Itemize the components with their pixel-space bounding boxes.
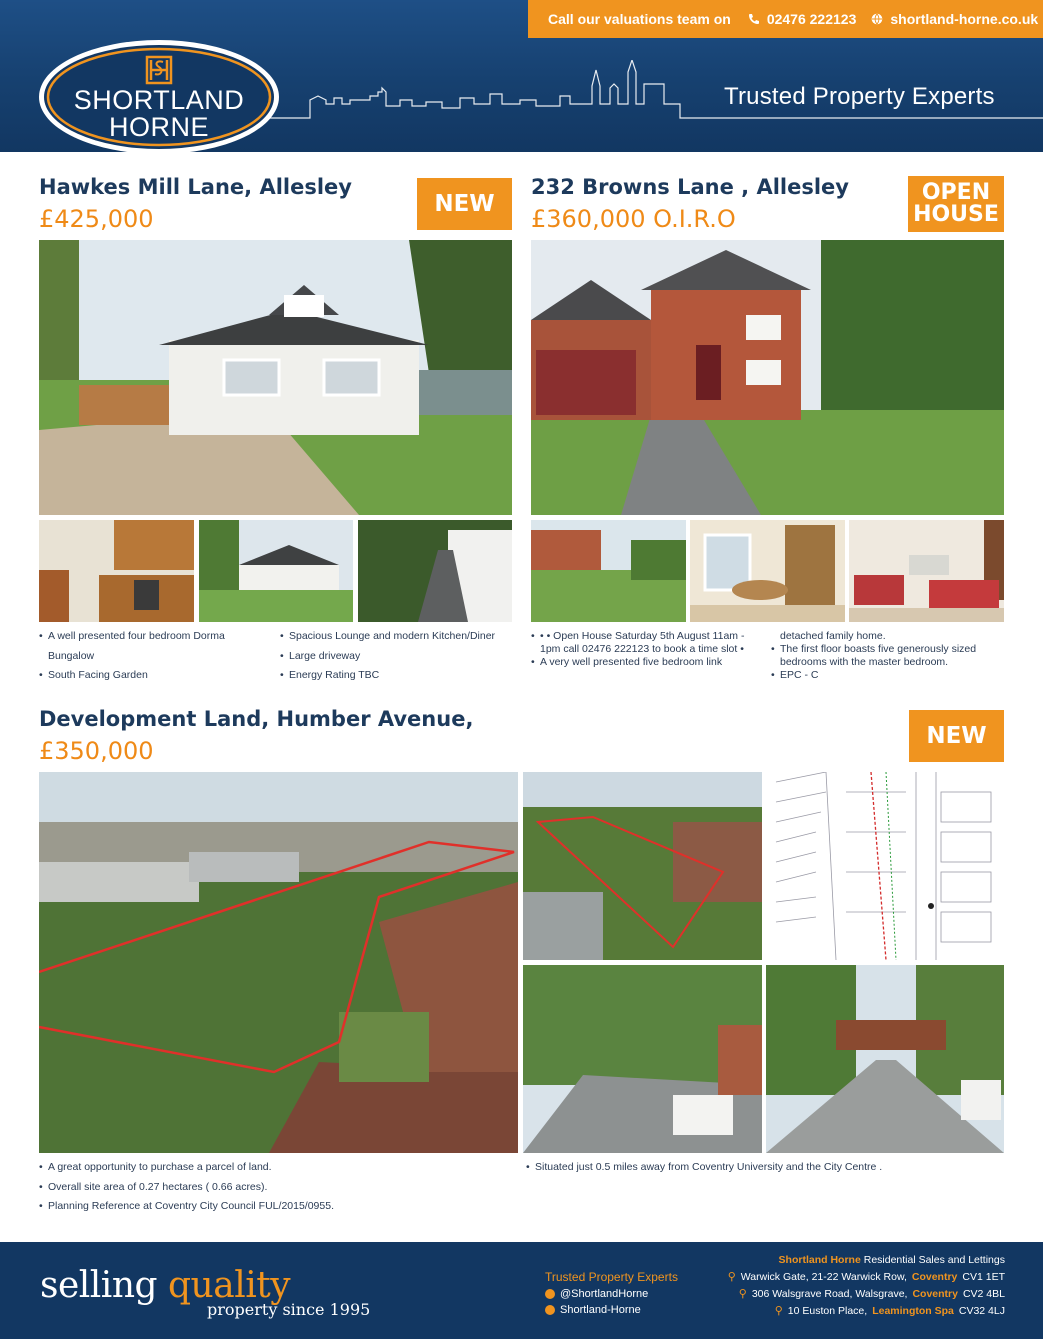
valuations-callbar [528, 0, 1043, 38]
facebook-link[interactable] [545, 1304, 641, 1316]
office-postcode: CV2 4BL [962, 1287, 1005, 1300]
listing-3-new-badge [909, 710, 1004, 762]
listing-3-features-col1 [39, 1158, 509, 1217]
facebook-icon [545, 1305, 555, 1315]
location-pin-icon: ⚲ [738, 1288, 747, 1300]
website-link[interactable]: shortland-horne.co.uk [890, 11, 1039, 27]
office-address-3 [775, 1304, 1005, 1317]
feature-item: • A great opportunity to purchase a parcel of land. [39, 1158, 509, 1178]
feature-item: • The first floor boasts five generously sized bedrooms with the master bedroom. [771, 643, 1004, 669]
footer-trusted-text: Trusted Property Experts [545, 1270, 678, 1284]
twitter-icon [545, 1289, 555, 1299]
listing-1-thumb-side-path[interactable] [358, 520, 512, 622]
listing-1-new-badge [417, 178, 512, 230]
office-town: Coventry [911, 1270, 958, 1283]
logo-text-horne: HORNE [108, 112, 209, 142]
facebook-handle: Shortland-Horne [560, 1304, 641, 1316]
feature-item: • Overall site area of 0.27 hectares ( 0.66 acres). [39, 1178, 509, 1198]
twitter-handle: @ShortlandHorne [560, 1288, 649, 1300]
callbar-label: Call our valuations team on [548, 11, 731, 27]
phone-icon [747, 12, 761, 26]
badge-text-line2: HOUSE [913, 202, 999, 227]
location-pin-icon: ⚲ [774, 1305, 783, 1317]
listing-3-thumb-aerial-2[interactable] [523, 772, 762, 960]
feature-item: • Spacious Lounge and modern Kitchen/Diner [280, 627, 512, 647]
office-street: 10 Euston Place, [787, 1304, 868, 1317]
company-description: Residential Sales and Lettings [860, 1254, 1005, 1266]
listing-2-thumb-lounge[interactable] [849, 520, 1004, 622]
globe-icon [870, 12, 884, 26]
feature-item: • Energy Rating TBC [280, 666, 512, 686]
phone-number-link[interactable]: 02476 222123 [766, 11, 857, 27]
slogan-word-selling: selling [40, 1265, 158, 1306]
listing-3-price: £350,000 [39, 737, 154, 765]
tagline: Trusted Property Experts [724, 83, 995, 110]
feature-item: • A very well presented five bedroom link [531, 656, 767, 669]
listing-1-price: £425,000 [39, 205, 154, 233]
listing-1-features-col2 [280, 627, 512, 686]
listing-1-main-photo[interactable] [39, 240, 512, 515]
badge-text-line1: OPEN [921, 180, 991, 205]
badge-text: NEW [926, 722, 987, 749]
listing-2-title[interactable]: 232 Browns Lane , Allesley [531, 175, 849, 199]
listing-1-title[interactable]: Hawkes Mill Lane, Allesley [39, 175, 352, 199]
listing-3-main-aerial-photo[interactable] [39, 772, 518, 1153]
feature-item: • Planning Reference at Coventry City Council FUL/2015/0955. [39, 1197, 509, 1217]
listing-3-features-col2 [526, 1158, 1004, 1178]
feature-item: • EPC - C [771, 669, 1004, 682]
listing-2-main-photo[interactable] [531, 240, 1004, 515]
slogan-subtitle: property since 1995 [207, 1300, 371, 1319]
listing-2-thumb-rear-garden[interactable] [531, 520, 686, 622]
office-town: Coventry [912, 1287, 958, 1300]
listing-3-title[interactable]: Development Land, Humber Avenue, [39, 707, 474, 731]
footer-company-line [779, 1254, 1005, 1266]
slogan-word-quality: quality [168, 1265, 291, 1306]
office-town: Leamington Spa [872, 1304, 954, 1317]
listing-2-price: £360,000 O.I.R.O [531, 205, 736, 233]
office-street: 306 Walsgrave Road, Walsgrave, [751, 1287, 908, 1300]
listing-1-thumb-kitchen[interactable] [39, 520, 194, 622]
feature-item: • South Facing Garden [39, 666, 269, 686]
listing-2-open-house-badge [908, 176, 1004, 232]
office-postcode: CV32 4LJ [958, 1304, 1005, 1317]
footer [0, 1242, 1043, 1339]
listing-1-features-col1 [39, 627, 269, 686]
badge-text: NEW [434, 190, 495, 217]
logo-text-shortland: SHORTLAND [73, 85, 245, 115]
listing-2-features-col2 [771, 643, 1004, 682]
shortland-horne-logo[interactable] [37, 38, 281, 156]
twitter-link[interactable] [545, 1288, 648, 1300]
listing-3-thumb-street-view[interactable] [523, 965, 762, 1153]
office-address-2 [739, 1287, 1005, 1300]
listing-3-thumb-site-plan[interactable] [766, 772, 1004, 960]
office-address-1 [728, 1270, 1005, 1283]
listing-2-thumb-dining[interactable] [690, 520, 845, 622]
feature-item: • • • Open House Saturday 5th August 11am - 1pm call 02476 222123 to book a time slot • [531, 630, 767, 656]
listing-2-features-col1 [531, 630, 767, 669]
company-brand: Shortland Horne [778, 1254, 861, 1266]
listing-1-thumb-garden[interactable] [199, 520, 353, 622]
feature-item: • A well presented four bedroom Dorma Bungalow [39, 627, 269, 666]
feature-item: • Large driveway [280, 647, 512, 667]
listing-3-thumb-railway-bridge[interactable] [766, 965, 1004, 1153]
office-street: Warwick Gate, 21-22 Warwick Row, [740, 1270, 907, 1283]
location-pin-icon: ⚲ [727, 1271, 736, 1283]
listing-2-features-col2-continued [780, 630, 1004, 642]
office-postcode: CV1 1ET [962, 1270, 1005, 1283]
feature-item: • Situated just 0.5 miles away from Coventry University and the City Centre . [526, 1158, 1004, 1178]
feature-continuation: detached family home. [780, 630, 886, 642]
